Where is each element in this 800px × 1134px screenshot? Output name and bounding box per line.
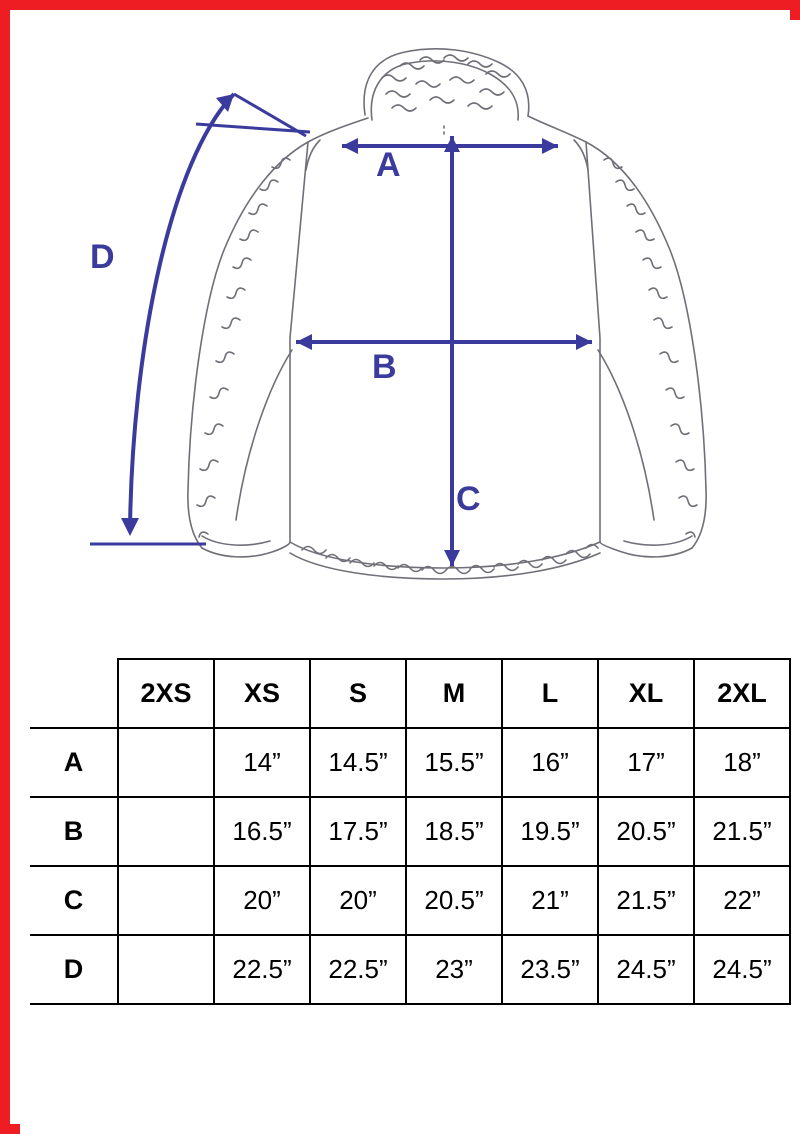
row-header-b: B [30,797,118,866]
row-header-d: D [30,935,118,1004]
jacket-diagram [20,20,800,650]
jacket-illustration [20,20,800,650]
label-d: D [90,238,115,276]
column-header-2xl: 2XL [694,659,790,728]
cell-d-m: 23” [406,935,502,1004]
cell-b-l: 19.5” [502,797,598,866]
cell-c-xs: 20” [214,866,310,935]
size-chart-table [30,658,791,1005]
cell-d-2xs [118,935,214,1004]
cell-b-2xs [118,797,214,866]
cell-a-2xl: 18” [694,728,790,797]
cell-b-s: 17.5” [310,797,406,866]
column-header-2xs: 2XS [118,659,214,728]
cell-c-l: 21” [502,866,598,935]
table-corner-cell [30,659,118,728]
label-a: A [376,146,401,184]
label-b: B [372,348,397,386]
column-header-xs: XS [214,659,310,728]
table-row [30,797,790,866]
column-header-m: M [406,659,502,728]
cell-b-xs: 16.5” [214,797,310,866]
row-header-c: C [30,866,118,935]
table-header-row [30,659,790,728]
cell-d-s: 22.5” [310,935,406,1004]
cell-c-m: 20.5” [406,866,502,935]
cell-b-2xl: 21.5” [694,797,790,866]
cell-d-xl: 24.5” [598,935,694,1004]
cell-a-s: 14.5” [310,728,406,797]
cell-a-xs: 14” [214,728,310,797]
table-row [30,935,790,1004]
page-content [20,20,800,1134]
cell-a-xl: 17” [598,728,694,797]
cell-d-l: 23.5” [502,935,598,1004]
cell-c-s: 20” [310,866,406,935]
cell-b-m: 18.5” [406,797,502,866]
measure-d-curve [130,94,234,530]
cell-b-xl: 20.5” [598,797,694,866]
cell-c-2xl: 22” [694,866,790,935]
label-c: C [456,480,481,518]
table-row [30,728,790,797]
cell-d-xs: 22.5” [214,935,310,1004]
cell-d-2xl: 24.5” [694,935,790,1004]
cell-a-2xs [118,728,214,797]
column-header-l: L [502,659,598,728]
row-header-a: A [30,728,118,797]
column-header-xl: XL [598,659,694,728]
table-row [30,866,790,935]
cell-c-2xs [118,866,214,935]
column-header-s: S [310,659,406,728]
cell-a-m: 15.5” [406,728,502,797]
cell-a-l: 16” [502,728,598,797]
cell-c-xl: 21.5” [598,866,694,935]
size-chart [30,658,790,1005]
